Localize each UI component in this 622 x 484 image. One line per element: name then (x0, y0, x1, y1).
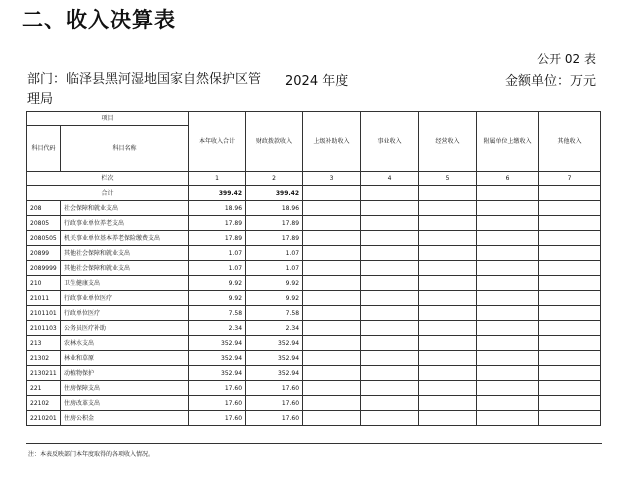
table-row (27, 291, 601, 306)
row-total: 2.34 (189, 321, 246, 336)
row-empty-cell (361, 366, 419, 381)
col-header-4: 事业收入 (361, 112, 419, 172)
row-fiscal: 352.94 (246, 336, 303, 351)
table-row (27, 231, 601, 246)
row-fiscal: 17.60 (246, 411, 303, 426)
row-code: 21011 (27, 291, 61, 306)
row-empty-cell (419, 351, 477, 366)
row-empty-cell (419, 321, 477, 336)
row-empty-cell (303, 216, 361, 231)
row-empty-cell (539, 246, 601, 261)
row-empty-cell (477, 246, 539, 261)
row-empty-cell (361, 276, 419, 291)
row-empty-cell (539, 381, 601, 396)
row-total: 18.96 (189, 201, 246, 216)
row-empty-cell (477, 276, 539, 291)
row-fiscal: 17.60 (246, 381, 303, 396)
row-total: 17.89 (189, 231, 246, 246)
row-empty-cell (419, 216, 477, 231)
row-code: 2210201 (27, 411, 61, 426)
row-total: 17.60 (189, 396, 246, 411)
col-number: 5 (419, 172, 477, 186)
row-empty-cell (477, 351, 539, 366)
row-empty-cell (477, 336, 539, 351)
row-code: 2130211 (27, 366, 61, 381)
row-empty-cell (419, 246, 477, 261)
name-header: 科目名称 (61, 126, 189, 172)
row-fiscal: 352.94 (246, 351, 303, 366)
row-empty-cell (419, 396, 477, 411)
col-number: 3 (303, 172, 361, 186)
row-name: 卫生健康支出 (61, 276, 189, 291)
row-code: 221 (27, 381, 61, 396)
col-number: 2 (246, 172, 303, 186)
row-empty-cell (303, 351, 361, 366)
row-name: 住房保障支出 (61, 381, 189, 396)
row-empty-cell (477, 231, 539, 246)
col-number: 4 (361, 172, 419, 186)
row-empty-cell (419, 201, 477, 216)
row-name: 住房改革支出 (61, 396, 189, 411)
row-empty-cell (361, 231, 419, 246)
row-empty-cell (539, 351, 601, 366)
col-header-5: 经营收入 (419, 112, 477, 172)
table-row (27, 411, 601, 426)
row-name: 公务员医疗补助 (61, 321, 189, 336)
row-fiscal: 1.07 (246, 246, 303, 261)
row-total: 1.07 (189, 261, 246, 276)
row-total: 9.92 (189, 291, 246, 306)
footer-divider (26, 443, 602, 444)
row-empty-cell (419, 336, 477, 351)
row-code: 2089999 (27, 261, 61, 276)
table-row (27, 321, 601, 336)
col-header-3: 上级补助收入 (303, 112, 361, 172)
row-code: 2101103 (27, 321, 61, 336)
row-total: 7.58 (189, 306, 246, 321)
column-number-row (27, 172, 601, 186)
row-empty-cell (361, 351, 419, 366)
income-table (26, 111, 601, 426)
row-name: 机关事业单位基本养老保险缴费支出 (61, 231, 189, 246)
row-empty-cell (419, 276, 477, 291)
row-total: 352.94 (189, 366, 246, 381)
row-empty-cell (361, 201, 419, 216)
total-value: 399.42 (189, 186, 246, 201)
row-fiscal: 9.92 (246, 276, 303, 291)
row-code: 213 (27, 336, 61, 351)
row-name: 其他社会保障和就业支出 (61, 261, 189, 276)
row-name: 林业和草原 (61, 351, 189, 366)
row-empty-cell (303, 411, 361, 426)
row-empty-cell (361, 246, 419, 261)
row-empty-cell (419, 261, 477, 276)
table-row (27, 306, 601, 321)
row-empty-cell (303, 276, 361, 291)
row-code: 2080505 (27, 231, 61, 246)
table-row (27, 261, 601, 276)
col-header-6: 附属单位上缴收入 (477, 112, 539, 172)
row-empty-cell (361, 216, 419, 231)
row-name: 行政事业单位养老支出 (61, 216, 189, 231)
row-empty-cell (303, 291, 361, 306)
row-name: 农林水支出 (61, 336, 189, 351)
row-empty-cell (303, 201, 361, 216)
row-code: 210 (27, 276, 61, 291)
total-value (419, 186, 477, 201)
row-empty-cell (539, 231, 601, 246)
table-row (27, 276, 601, 291)
row-name: 其他社会保障和就业支出 (61, 246, 189, 261)
row-empty-cell (303, 336, 361, 351)
total-value (539, 186, 601, 201)
page-title: 二、收入决算表 (22, 8, 176, 32)
row-total: 17.89 (189, 216, 246, 231)
row-empty-cell (477, 201, 539, 216)
row-empty-cell (477, 366, 539, 381)
total-label: 合计 (27, 186, 189, 201)
row-empty-cell (361, 321, 419, 336)
row-empty-cell (477, 216, 539, 231)
row-empty-cell (539, 336, 601, 351)
row-empty-cell (303, 261, 361, 276)
row-empty-cell (539, 411, 601, 426)
row-empty-cell (539, 396, 601, 411)
row-empty-cell (419, 411, 477, 426)
total-value (477, 186, 539, 201)
row-fiscal: 1.07 (246, 261, 303, 276)
total-value (303, 186, 361, 201)
group-header: 项目 (27, 112, 189, 126)
row-fiscal: 17.89 (246, 216, 303, 231)
row-empty-cell (539, 261, 601, 276)
table-row (27, 351, 601, 366)
row-code: 20899 (27, 246, 61, 261)
row-fiscal: 2.34 (246, 321, 303, 336)
row-total: 17.60 (189, 381, 246, 396)
row-empty-cell (539, 216, 601, 231)
total-value: 399.42 (246, 186, 303, 201)
row-code: 2101101 (27, 306, 61, 321)
row-fiscal: 7.58 (246, 306, 303, 321)
row-total: 1.07 (189, 246, 246, 261)
row-empty-cell (539, 291, 601, 306)
row-empty-cell (361, 396, 419, 411)
row-empty-cell (477, 261, 539, 276)
col-header-2: 财政拨款收入 (246, 112, 303, 172)
row-empty-cell (477, 306, 539, 321)
table-row (27, 246, 601, 261)
row-total: 352.94 (189, 336, 246, 351)
col-number: 7 (539, 172, 601, 186)
col-number: 6 (477, 172, 539, 186)
table-row (27, 396, 601, 411)
row-empty-cell (477, 381, 539, 396)
row-empty-cell (539, 321, 601, 336)
row-fiscal: 9.92 (246, 291, 303, 306)
row-total: 17.60 (189, 411, 246, 426)
row-number-label: 栏次 (27, 172, 189, 186)
total-value (361, 186, 419, 201)
row-empty-cell (477, 321, 539, 336)
row-empty-cell (303, 306, 361, 321)
row-code: 22102 (27, 396, 61, 411)
footnote: 注：本表反映部门本年度取得的各项收入情况。 (28, 451, 155, 458)
department-name: 部门：临泽县黑河湿地国家自然保护区管理局 (27, 72, 262, 107)
row-empty-cell (303, 231, 361, 246)
row-empty-cell (477, 291, 539, 306)
row-fiscal: 18.96 (246, 201, 303, 216)
row-code: 20805 (27, 216, 61, 231)
table-row (27, 201, 601, 216)
row-empty-cell (539, 366, 601, 381)
table-row (27, 336, 601, 351)
row-total: 9.92 (189, 276, 246, 291)
row-empty-cell (419, 291, 477, 306)
row-code: 21302 (27, 351, 61, 366)
table-row (27, 366, 601, 381)
table-row (27, 216, 601, 231)
row-empty-cell (539, 306, 601, 321)
total-row (27, 186, 601, 201)
col-number: 1 (189, 172, 246, 186)
row-name: 行政单位医疗 (61, 306, 189, 321)
form-number: 公开 02 表 (537, 52, 596, 66)
row-empty-cell (303, 246, 361, 261)
row-fiscal: 352.94 (246, 366, 303, 381)
row-name: 社会保障和就业支出 (61, 201, 189, 216)
row-fiscal: 17.60 (246, 396, 303, 411)
row-empty-cell (419, 231, 477, 246)
row-empty-cell (361, 291, 419, 306)
amount-unit: 金额单位：万元 (504, 74, 596, 89)
code-header: 科目代码 (27, 126, 61, 172)
row-total: 352.94 (189, 351, 246, 366)
row-empty-cell (303, 396, 361, 411)
row-empty-cell (419, 366, 477, 381)
row-empty-cell (303, 321, 361, 336)
row-empty-cell (419, 381, 477, 396)
row-name: 住房公积金 (61, 411, 189, 426)
row-empty-cell (361, 411, 419, 426)
row-empty-cell (361, 306, 419, 321)
row-name: 动植物保护 (61, 366, 189, 381)
row-empty-cell (477, 411, 539, 426)
row-empty-cell (303, 366, 361, 381)
row-empty-cell (361, 336, 419, 351)
table-row (27, 381, 601, 396)
col-header-1: 本年收入合计 (189, 112, 246, 172)
row-empty-cell (539, 201, 601, 216)
row-empty-cell (539, 276, 601, 291)
row-empty-cell (477, 396, 539, 411)
group-header-row (27, 112, 601, 126)
row-code: 208 (27, 201, 61, 216)
report-year: 2024 年度 (285, 74, 349, 89)
row-empty-cell (361, 261, 419, 276)
col-header-7: 其他收入 (539, 112, 601, 172)
row-name: 行政事业单位医疗 (61, 291, 189, 306)
row-empty-cell (361, 381, 419, 396)
row-fiscal: 17.89 (246, 231, 303, 246)
row-empty-cell (419, 306, 477, 321)
row-empty-cell (303, 381, 361, 396)
